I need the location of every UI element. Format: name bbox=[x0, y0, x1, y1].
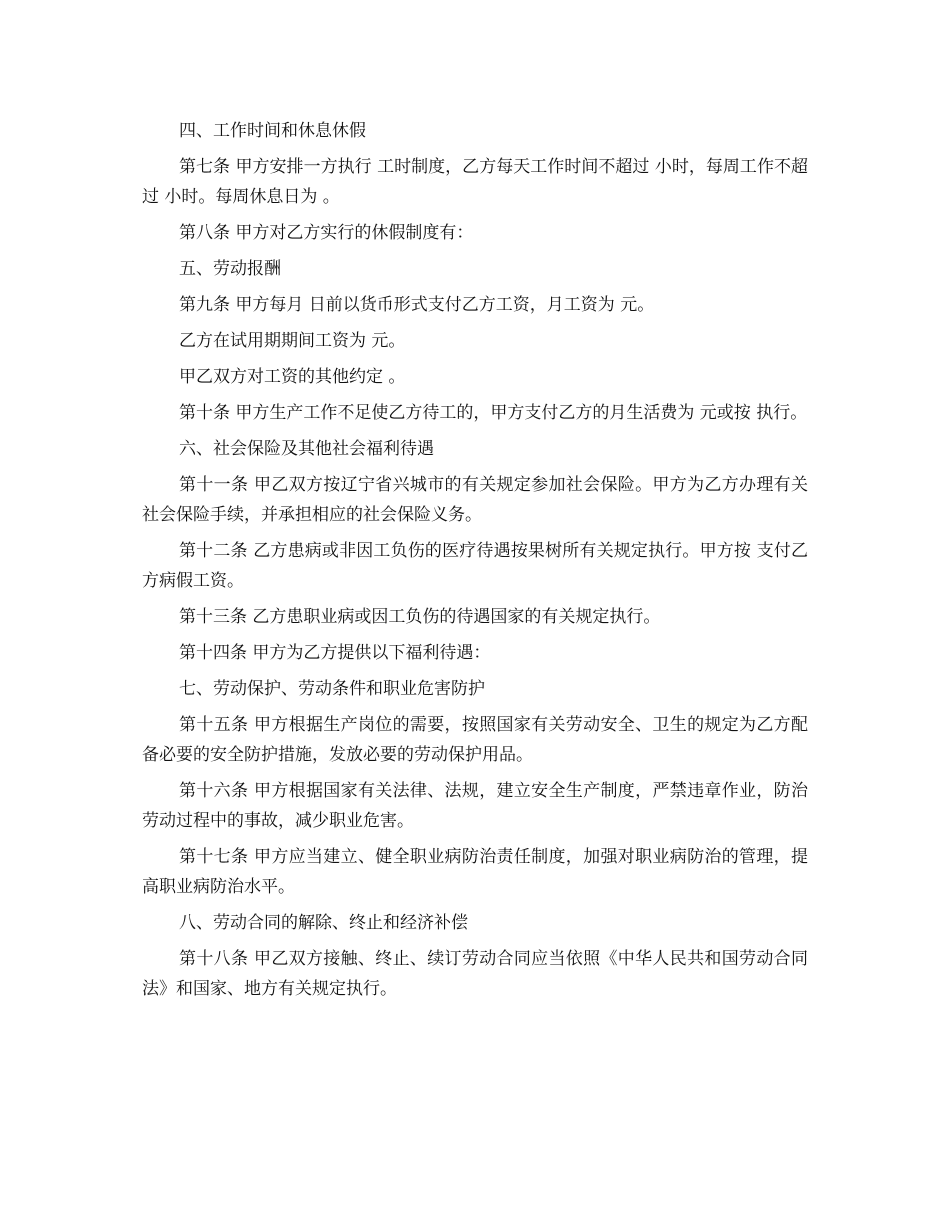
article-11: 第十一条 甲乙双方按辽宁省兴城市的有关规定参加社会保险。甲方为乙方办理有关社会保险手续，并承担相应的社会保险义务。 bbox=[142, 475, 808, 525]
article-15: 第十五条 甲方根据生产岗位的需要，按照国家有关劳动安全、卫生的规定为乙方配备必要的安全防护措施，发放必要的劳动保护用品。 bbox=[142, 715, 808, 765]
probation-wage: 乙方在试用期期间工资为 元。 bbox=[179, 331, 406, 351]
article-13: 第十三条 乙方患职业病或因工负伤的待遇国家的有关规定执行。 bbox=[179, 607, 661, 627]
section-heading-contract-termination: 八、劳动合同的解除、终止和经济补偿 bbox=[179, 913, 468, 933]
document-body bbox=[142, 116, 808, 1010]
article-12: 第十二条 乙方患病或非因工负伤的医疗待遇按果树所有关规定执行。甲方按 支付乙方病假工资。 bbox=[142, 541, 808, 591]
section-heading-labor-protection: 七、劳动保护、劳动条件和职业危害防护 bbox=[179, 679, 485, 699]
article-8: 第八条 甲方对乙方实行的休假制度有： bbox=[179, 223, 474, 243]
article-17: 第十七条 甲方应当建立、健全职业病防治责任制度，加强对职业病防治的管理，提高职业病防治水平。 bbox=[142, 847, 808, 897]
section-heading-social-insurance: 六、社会保险及其他社会福利待遇 bbox=[179, 439, 434, 459]
section-heading-work-hours: 四、工作时间和休息休假 bbox=[179, 121, 366, 141]
article-14: 第十四条 甲方为乙方提供以下福利待遇： bbox=[179, 643, 491, 663]
article-7: 第七条 甲方安排一方执行 工时制度，乙方每天工作时间不超过 小时，每周工作不超过 小时。每周休息日为 。 bbox=[142, 157, 808, 207]
article-18: 第十八条 甲乙双方接触、终止、续订劳动合同应当依照《中华人民共和国劳动合同法》和国家、地方有关规定执行。 bbox=[142, 949, 808, 999]
other-wage-terms: 甲乙双方对工资的其他约定 。 bbox=[179, 367, 406, 387]
article-16: 第十六条 甲方根据国家有关法律、法规，建立安全生产制度，严禁违章作业，防治劳动过程中的事故，减少职业危害。 bbox=[142, 781, 808, 831]
article-10: 第十条 甲方生产工作不足使乙方待工的，甲方支付乙方的月生活费为 元或按 执行。 bbox=[179, 403, 808, 423]
section-heading-remuneration: 五、劳动报酬 bbox=[179, 259, 281, 279]
article-9: 第九条 甲方每月 日前以货币形式支付乙方工资，月工资为 元。 bbox=[179, 295, 655, 315]
